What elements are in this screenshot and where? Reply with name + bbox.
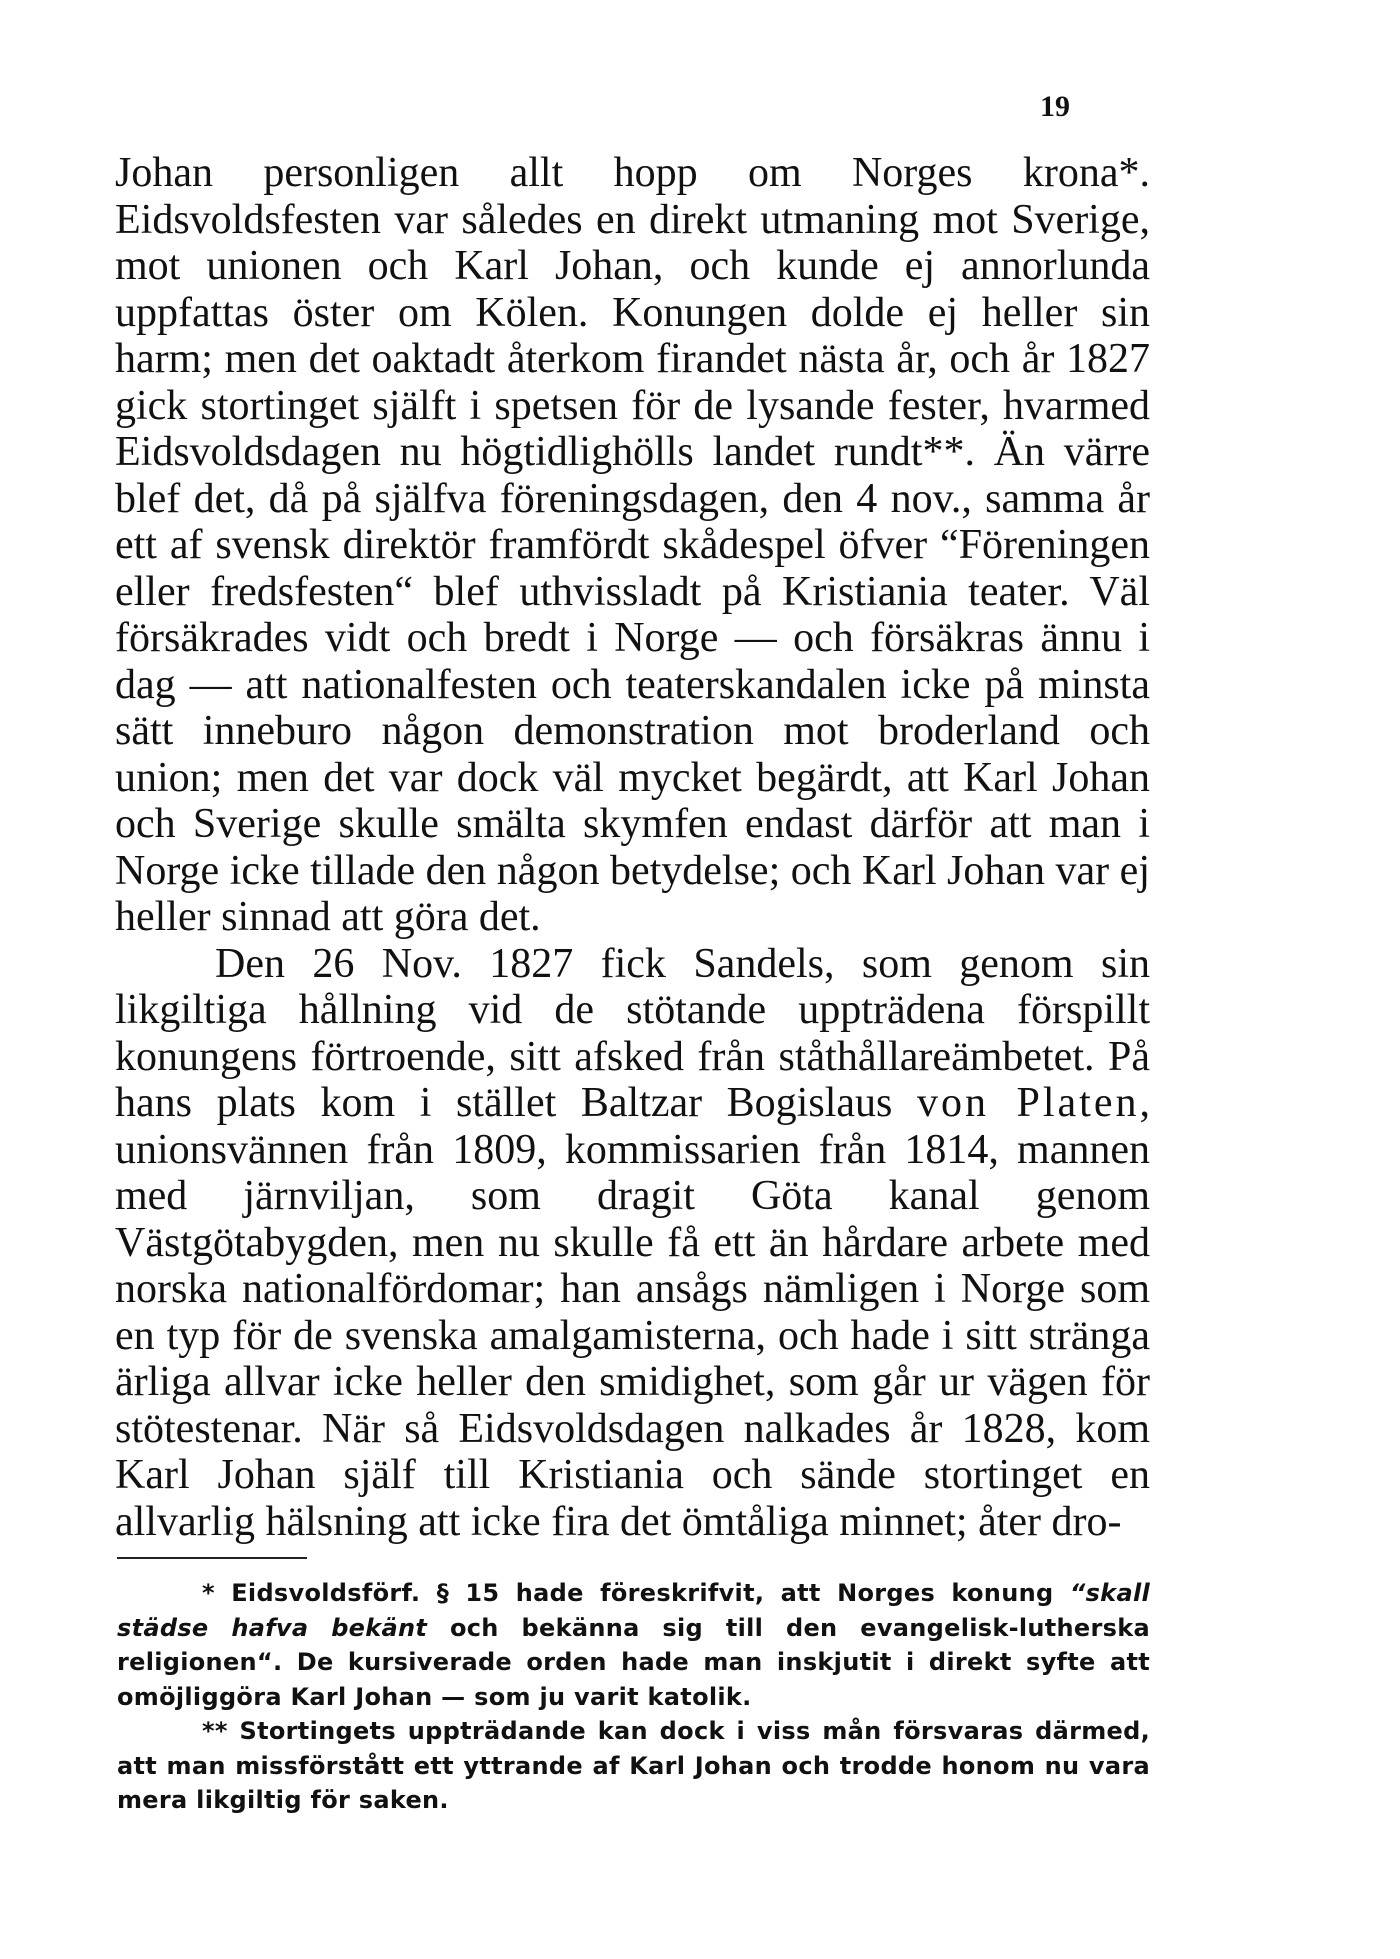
main-text — [115, 150, 1150, 1545]
paragraph-1: Johan personligen allt hopp om Norges krona*. Eidsvoldsfesten var således en direkt utmaning mot Sverige, mot unionen och Karl Johan, och kunde ej annorlunda uppfattas öster om Kölen. Konungen dolde ej heller sin harm; men det oaktadt återkom firandet nästa år, och år 1827 gick stortinget själft i spetsen för de lysande fester, hvarmed Eidsvoldsdagen nu högtidlighölls landet rundt**. Än värre blef det, då på själfva föreningsdagen, den 4 nov., samma år ett af svensk direktör framfördt skådespel öfver “Föreningen eller fredsfesten“ blef uthvissladt på Kristiania teater. Väl försäkrades vidt och bredt i Norge — och försäkras ännu i dag — att nationalfesten och teaterskandalen icke på minsta sätt inneburo någon demonstration mot broderland och union; men det var dock väl mycket begärdt, att Karl Johan och Sverige skulle smälta skymfen endast därför att man i Norge icke tillade den någon betydelse; och Karl Johan var ej heller sinnad att göra det. — [115, 150, 1150, 940]
footnote-divider — [117, 1557, 307, 1559]
footnote-1 — [117, 1576, 1150, 1714]
paragraph-2-text-end: , unionsvännen från 1809, kommissarien från 1814, mannen med järnviljan, som dragit Göta kanal genom Västgötabygden, men nu skulle få ett än hårdare arbete med norska nationalfördomar; han ansågs nämligen i Norge som en typ för de svenska amalgamisterna, och hade i sitt stränga ärliga allvar icke heller den smidighet, som går ur vägen för stötestenar. När så Eidsvoldsdagen nalkades år 1828, kom Karl Johan själf till Kristiania och sände stortinget en allvarlig hälsning att icke fira det ömtåliga minnet; åter dro- — [115, 1080, 1150, 1545]
page-number: 19 — [1040, 90, 1070, 123]
footnotes — [117, 1576, 1150, 1818]
paragraph-2-text-start: Den 26 Nov. 1827 fick Sandels, som genom sin likgiltiga hållning vid de stötande uppträdena förspillt konungens förtroende, sitt afsked från ståthållareämbetet. På hans plats kom i stället Baltzar Bogislaus — [115, 940, 1150, 1126]
letterspaced-name: von Platen — [916, 1080, 1140, 1126]
footnote-1-text-end: och bekänna sig till den evangelisk-lutherska religionen“. De kursiverade orden hade man inskjutit i direkt syfte att omöjliggöra Karl Johan — som ju varit katolik. — [117, 1613, 1150, 1711]
paragraph-2 — [115, 941, 1150, 1546]
footnote-1-text-start: * Eidsvoldsförf. § 15 hade föreskrifvit, att Norges konung — [202, 1579, 1070, 1607]
footnote-2: ** Stortingets uppträdande kan dock i viss mån försvaras därmed, att man missförstått ett yttrande af Karl Johan och trodde honom nu vara mera likgiltig för saken. — [117, 1717, 1150, 1814]
footnote-1-italic-quote: “skall städse hafva bekänt — [117, 1579, 1150, 1642]
